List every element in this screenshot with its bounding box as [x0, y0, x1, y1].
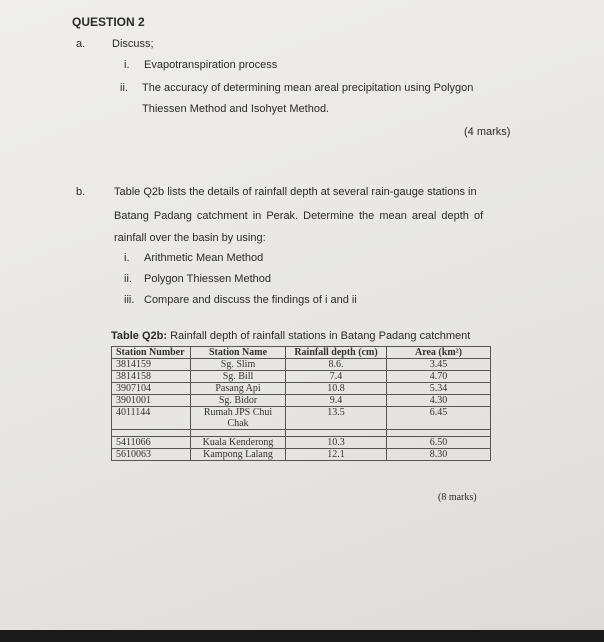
- rainfall-depth: 9.4: [286, 395, 387, 407]
- station-number: 4011144: [112, 407, 191, 430]
- station-name: Sg. Bill: [191, 371, 286, 383]
- col-station-name: Station Name: [191, 347, 286, 359]
- col-rainfall-depth: Rainfall depth (cm): [286, 347, 387, 359]
- table-row: [112, 395, 491, 407]
- page-bottom-edge: [0, 630, 604, 642]
- area: 4.30: [387, 395, 491, 407]
- part-b-item-1-num: i.: [124, 252, 130, 264]
- table-caption-label: Table Q2b:: [111, 330, 168, 342]
- table-spacer-row: [112, 430, 491, 437]
- question-title: QUESTION 2: [72, 15, 145, 29]
- station-name: Sg. Slim: [191, 359, 286, 371]
- part-b-item-3-num: iii.: [124, 294, 135, 306]
- part-a-item-1-text: Evapotranspiration process: [144, 59, 278, 71]
- table-row: [112, 359, 491, 371]
- part-a-item-1-num: i.: [124, 59, 130, 71]
- area: 3.45: [387, 359, 491, 371]
- part-b-line-2: Batang Padang catchment in Perak. Determine the mean areal depth of: [114, 210, 484, 222]
- station-number: 3814159: [112, 359, 191, 371]
- rainfall-depth: 7.4: [286, 371, 387, 383]
- table-caption-rest: Rainfall depth of rainfall stations in Batang Padang catchment: [167, 330, 471, 342]
- part-b-item-2-text: Polygon Thiessen Method: [144, 273, 271, 285]
- part-a-marks: (4 marks): [464, 126, 511, 138]
- col-station-number: Station Number: [112, 347, 191, 359]
- rainfall-depth: 8.6.: [286, 359, 387, 371]
- table-row: [112, 407, 491, 430]
- part-b-marks: (8 marks): [438, 492, 477, 503]
- part-a-item-2-num: ii.: [120, 82, 128, 94]
- rainfall-depth: 10.8: [286, 383, 387, 395]
- rainfall-depth: 13.5: [286, 407, 387, 430]
- area: 6.45: [387, 407, 491, 430]
- col-area: Area (km²): [387, 347, 491, 359]
- station-name: Pasang Api: [191, 383, 286, 395]
- table-row: [112, 383, 491, 395]
- table-row: [112, 449, 491, 461]
- area: 5.34: [387, 383, 491, 395]
- part-b-item-2-num: ii.: [124, 273, 132, 285]
- part-b-line-1: Table Q2b lists the details of rainfall depth at several rain-gauge stations in: [114, 186, 477, 198]
- part-a-item-2-text: The accuracy of determining mean areal precipitation using Polygon: [142, 82, 474, 94]
- table-row: [112, 371, 491, 383]
- station-number: 3901001: [112, 395, 191, 407]
- table-caption: [111, 330, 470, 342]
- part-a-item-2-cont: Thiessen Method and Isohyet Method.: [142, 103, 330, 115]
- station-name: Sg. Bidor: [191, 395, 286, 407]
- station-name: Kampong Lalang: [191, 449, 286, 461]
- rainfall-depth: 12.1: [286, 449, 387, 461]
- part-b-label: b.: [76, 186, 86, 198]
- station-number: 5411066: [112, 437, 191, 449]
- area: 8.30: [387, 449, 491, 461]
- rainfall-table: [111, 346, 491, 461]
- station-name: Rumah JPS Chui Chak: [191, 407, 286, 430]
- part-a-heading: Discuss;: [112, 38, 154, 50]
- station-name: Kuala Kenderong: [191, 437, 286, 449]
- part-a-label: a.: [76, 38, 86, 50]
- station-number: 3907104: [112, 383, 191, 395]
- area: 4.70: [387, 371, 491, 383]
- part-b-item-3-text: Compare and discuss the findings of i and ii: [144, 294, 357, 306]
- station-number: 3814158: [112, 371, 191, 383]
- part-b-item-1-text: Arithmetic Mean Method: [144, 252, 264, 264]
- station-number: 5610063: [112, 449, 191, 461]
- area: 6.50: [387, 437, 491, 449]
- table-row: [112, 437, 491, 449]
- rainfall-depth: 10.3: [286, 437, 387, 449]
- part-b-line-3: rainfall over the basin by using:: [114, 232, 266, 244]
